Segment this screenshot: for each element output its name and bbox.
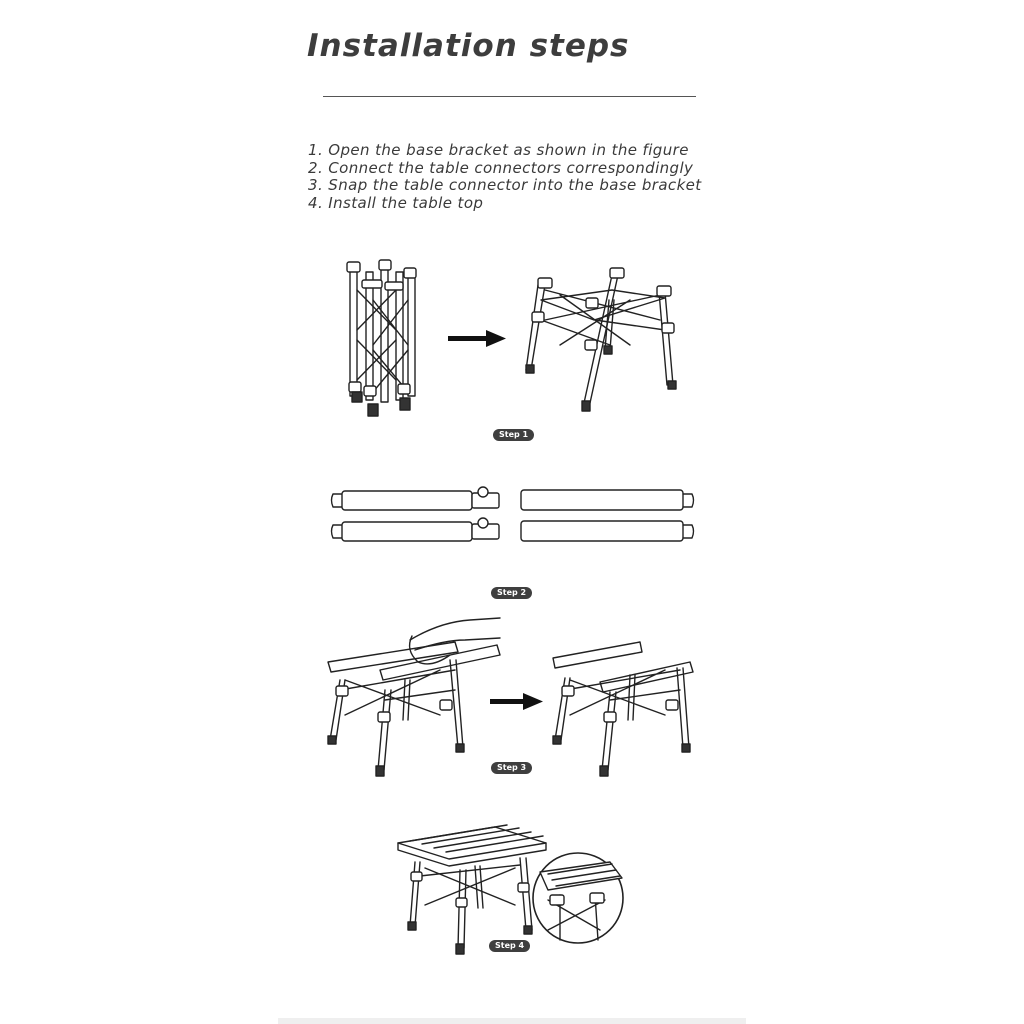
assembled-table-illustration xyxy=(398,825,546,954)
instruction-step-1: 1. Open the base bracket as shown in the figure xyxy=(308,141,689,159)
step-1-badge: Step 1 xyxy=(493,429,534,441)
snapped-base-illustration xyxy=(553,642,693,776)
folded-base-bracket-illustration xyxy=(347,260,416,416)
instruction-step-2: 2. Connect the table connectors correspondingly xyxy=(308,158,694,177)
step3-arrow xyxy=(490,693,543,710)
table-connectors-illustration xyxy=(332,487,694,541)
step-3-badge: Step 3 xyxy=(491,762,532,774)
footer-bar xyxy=(278,1018,746,1024)
snap-connector-illustration xyxy=(328,618,500,776)
page-title: Installation steps xyxy=(307,28,630,64)
step1-arrow xyxy=(448,330,506,347)
open-base-bracket-illustration xyxy=(526,268,676,411)
step-2-badge: Step 2 xyxy=(491,587,532,599)
instruction-step-3: 3. Snap the table connector into the base bracket xyxy=(308,176,702,194)
instruction-step-4: 4. Install the table top xyxy=(308,193,484,212)
detail-zoom-circle xyxy=(533,853,623,943)
step-4-badge: Step 4 xyxy=(489,940,530,952)
